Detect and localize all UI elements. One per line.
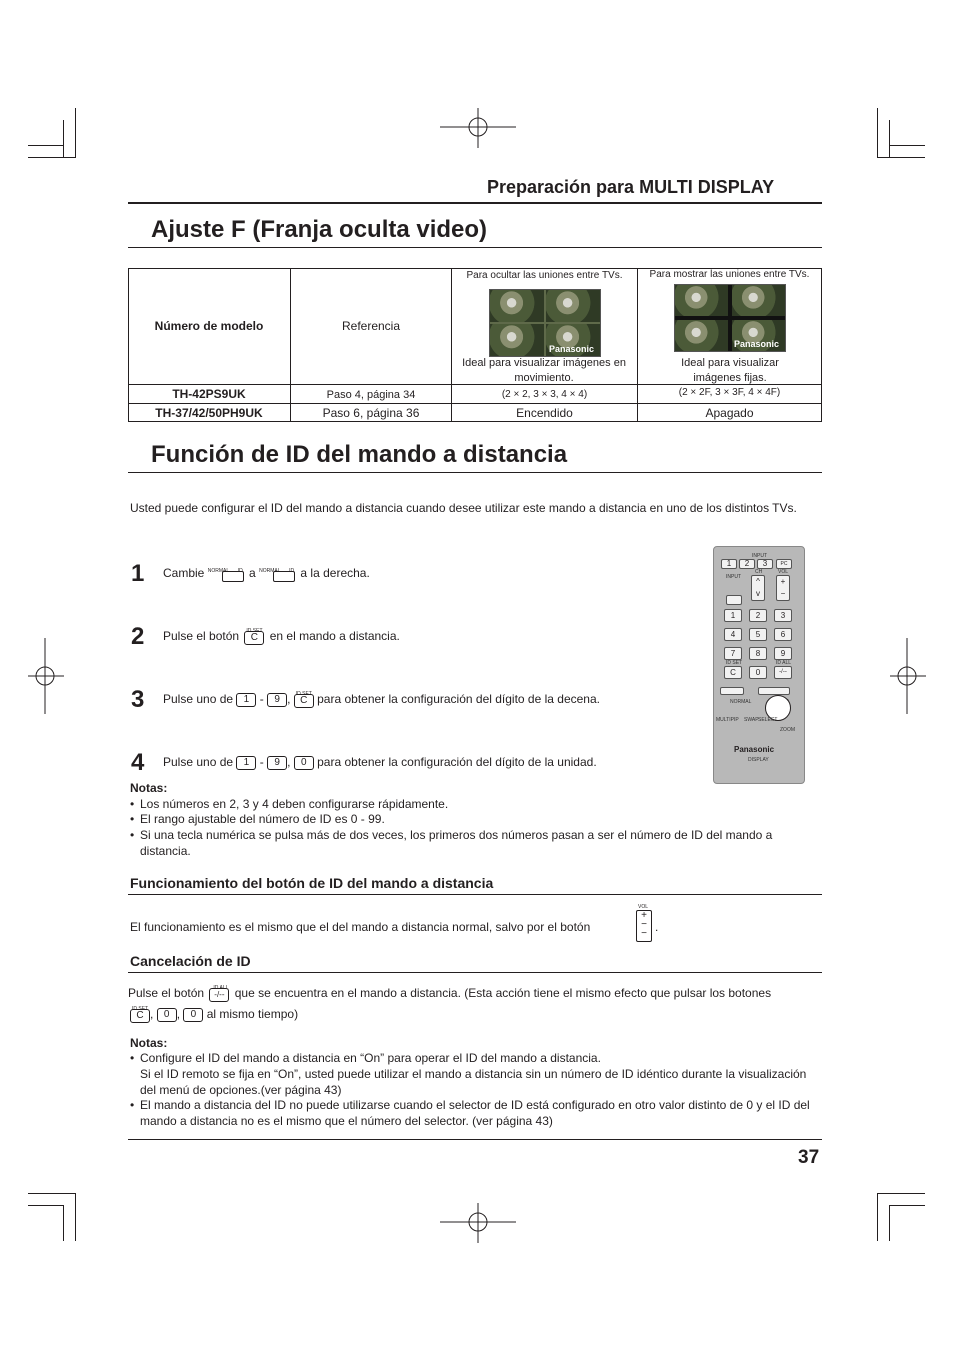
note-item: Los números en 2, 3 y 4 deben configurarse rápidamente. — [140, 797, 449, 811]
row1-hide: (2 × 2, 3 × 3, 4 × 4) — [501, 389, 588, 400]
row2-ref: Paso 6, página 36 — [322, 406, 420, 420]
crop-mark — [877, 108, 878, 158]
crop-mark — [28, 1205, 64, 1206]
registration-mark — [440, 1203, 516, 1243]
crop-mark — [877, 157, 925, 158]
panasonic-logo: Panasonic — [548, 344, 594, 354]
show-caption-top: Para mostrar las uniones entre TVs. — [649, 269, 810, 280]
row2-model: TH-37/42/50PH9UK — [155, 406, 263, 420]
col-model-header: Número de modelo — [154, 319, 264, 333]
crop-mark — [889, 120, 890, 158]
note-item: Si una tecla numérica se pulsa más de dos veces, los primeros dos números pasan a ser el número de ID del mando a distancia. — [140, 828, 773, 858]
crop-mark — [63, 1205, 64, 1241]
registration-mark — [28, 638, 64, 714]
note-item: Si el ID remoto se fija en “On”, usted puede utilizar el mando a distancia sin un número de ID idéntico durante la visualización del menú de opciones.(ver página 43) — [140, 1067, 807, 1097]
step-number: 2 — [131, 623, 145, 650]
step-4-text: Pulse uno de 1 - 9 , 0 para obtener la configuración del dígito de la unidad. — [163, 755, 597, 769]
panasonic-logo: Panasonic — [733, 339, 779, 349]
key-1-icon: 1 — [236, 756, 256, 770]
intro-paragraph: Usted puede configurar el ID del mando a distancia cuando desee utilizar este mando a distancia en uno de los distintos TVs. — [130, 501, 797, 515]
row2-show: Apagado — [705, 406, 754, 420]
note-item: El mando a distancia del ID no puede utilizarse cuando el selector de ID está configurado en otro valor distinto de 0 y el ID del mando a distancia no es el mismo que el número del selector. (ver página 43) — [140, 1098, 810, 1128]
footer-rule — [128, 1139, 822, 1140]
hidden-seams-image — [489, 289, 601, 357]
row1-model: TH-42PS9UK — [172, 387, 246, 401]
key-0-icon: 0 — [183, 1008, 203, 1022]
model-table — [128, 268, 822, 422]
id-set-key-icon: C — [294, 694, 314, 708]
crop-mark — [877, 1193, 878, 1241]
id-switch-normal-icon: NORMAL ID — [208, 567, 246, 581]
crop-mark — [877, 1193, 925, 1194]
key-0-icon: 0 — [294, 756, 314, 770]
id-all-key-icon: -/-- — [209, 988, 229, 1002]
crop-mark — [28, 1193, 76, 1194]
row1-show: (2 × 2F, 3 × 3F, 4 × 4F) — [678, 387, 781, 398]
panasonic-logo: Panasonic — [734, 745, 775, 754]
crop-mark — [889, 145, 925, 146]
subsection-title: Cancelación de ID — [130, 953, 251, 969]
operation-text: El funcionamiento es el mismo que el del mando a distancia normal, salvo por el botón — [130, 920, 591, 934]
step-1-text: Cambie NORMAL ID a NORMAL ID a la derecha. — [163, 566, 370, 580]
step-number: 3 — [131, 686, 145, 713]
subsection-rule — [128, 894, 822, 895]
key-9-icon: 9 — [267, 756, 287, 770]
row1-ref: Paso 4, página 34 — [326, 389, 416, 401]
id-switch-id-icon: NORMAL ID — [259, 567, 297, 581]
step-number: 1 — [131, 560, 145, 587]
header-rule — [128, 202, 822, 204]
step-2-text: Pulse el botón ID SET C en el mando a distancia. — [163, 627, 400, 643]
key-1-icon: 1 — [236, 693, 256, 707]
crop-mark — [28, 157, 76, 158]
registration-mark — [890, 638, 926, 714]
crop-mark — [63, 120, 64, 158]
title-rule — [128, 247, 822, 248]
section-title: Ajuste F (Franja oculta video) — [151, 216, 488, 243]
vol-button-icon: + − − — [636, 910, 652, 942]
key-9-icon: 9 — [267, 693, 287, 707]
crop-mark — [28, 145, 64, 146]
crop-mark — [889, 1205, 890, 1241]
subsection-rule — [128, 972, 822, 973]
id-set-key-icon: C — [244, 631, 264, 645]
page-number: 37 — [798, 1147, 820, 1168]
note-item: Configure el ID del mando a distancia en “On” para operar el ID del mando a distancia. — [140, 1051, 601, 1065]
step-3-text: Pulse uno de 1 - 9 , ID SET C para obtener la configuración del dígito de la decena. — [163, 690, 600, 706]
id-set-key-icon: C — [130, 1009, 150, 1023]
show-caption-bottom: Ideal para visualizar imágenes fijas. — [681, 357, 779, 384]
cancel-text: Pulse el botón ID ALL -/-- que se encuentra en el mando a distancia. (Esta acción tiene el mismo efecto que pulsar los botones — [128, 984, 772, 1000]
crop-mark — [75, 1193, 76, 1241]
visible-seams-image — [674, 284, 786, 352]
section-header: Preparación para MULTI DISPLAY — [487, 177, 775, 197]
hide-caption-bottom: Ideal para visualizar imágenes en movimiento. — [462, 357, 626, 384]
note-item: El rango ajustable del número de ID es 0 - 99. — [140, 812, 385, 826]
col-ref-header: Referencia — [341, 319, 401, 333]
crop-mark — [75, 108, 76, 158]
subsection-title: Funcionamiento del botón de ID del mando a distancia — [130, 875, 494, 891]
notes-title: Notas: — [130, 781, 168, 795]
title-rule — [128, 472, 822, 473]
notes-title: Notas: — [130, 1036, 168, 1050]
row2-hide: Encendido — [516, 406, 573, 420]
remote-control-illustration: INPUT 1 2 3 PC CH VOL INPUT ^ v + − 1 2 3 4 5 6 7 8 9 ID SET ID ALL C 0 -/-- NORMAL MULTIPIP SWAP SELECT ZOOM Panasonic DISPLAY — [713, 546, 805, 784]
hide-caption-top: Para ocultar las uniones entre TVs. — [466, 270, 623, 281]
step-number: 4 — [131, 749, 145, 776]
registration-mark — [440, 108, 516, 148]
cancel-keys-line: ID SET C , 0 , 0 al mismo tiempo) — [132, 1005, 299, 1021]
key-0-icon: 0 — [157, 1008, 177, 1022]
section-title: Función de ID del mando a distancia — [151, 441, 568, 468]
crop-mark — [889, 1205, 925, 1206]
